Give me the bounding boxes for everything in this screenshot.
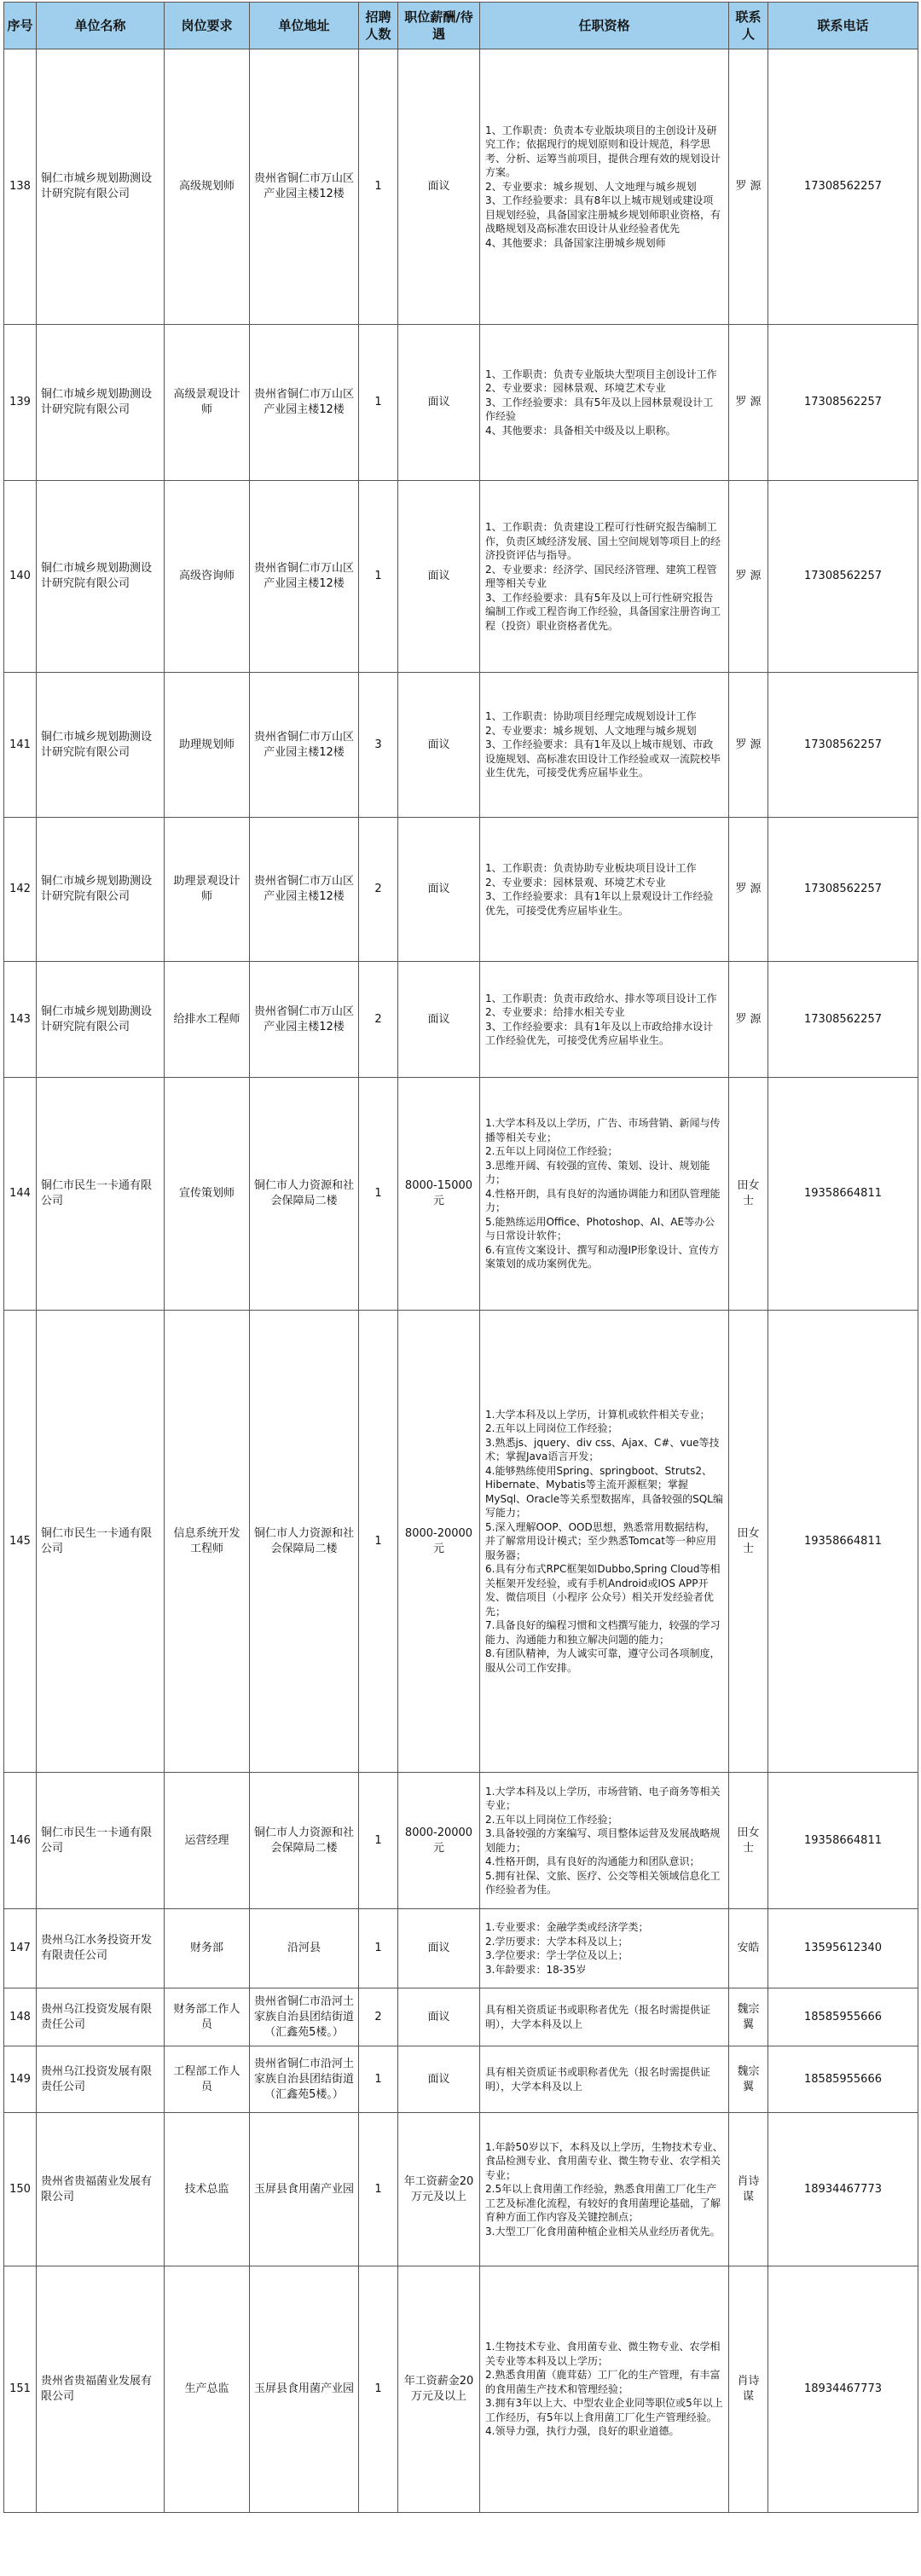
row-seq: 151 xyxy=(4,2266,37,2513)
row-unit: 铜仁市城乡规划勘测设计研究院有限公司 xyxy=(37,673,165,818)
row-seq: 141 xyxy=(4,673,37,818)
qualification-line: 3、工作经验要求：具有1年及以上城市规划、市政设施规划、高标准农田设计工作经验或双一流院校毕业生优先，可接受优秀应届毕业生。 xyxy=(485,738,721,779)
row-qualification xyxy=(480,673,729,818)
table-row xyxy=(4,962,918,1078)
row-qualification xyxy=(480,962,729,1078)
row-qualification xyxy=(480,1988,729,2046)
row-unit: 铜仁市民生一卡通有限公司 xyxy=(37,1311,165,1773)
qualification-line: 4、其他要求：具备相关中级及以上职称。 xyxy=(485,424,676,437)
job-table xyxy=(3,2,918,2513)
qualification-line: 2.学历要求：大学本科及以上； xyxy=(485,1935,628,1948)
qualification-line: 1、工作职责：负责专业版块大型项目主创设计工作 xyxy=(485,368,717,380)
row-qualification xyxy=(480,2046,729,2113)
row-address: 沿河县 xyxy=(250,1909,359,1988)
row-contact: 罗 源 xyxy=(729,481,768,673)
row-phone: 17308562257 xyxy=(768,818,918,962)
row-qualification xyxy=(480,1311,729,1773)
header-seq: 序号 xyxy=(4,3,37,49)
row-salary: 8000-20000元 xyxy=(398,1773,480,1909)
row-seq: 139 xyxy=(4,325,37,481)
row-position: 助理景观设计师 xyxy=(165,818,250,962)
qualification-line: 3.年龄要求：18-35岁 xyxy=(485,1963,587,1976)
row-unit: 铜仁市城乡规划勘测设计研究院有限公司 xyxy=(37,962,165,1078)
qualification-line: 2、专业要求：园林景观、环境艺术专业 xyxy=(485,876,666,889)
row-salary: 面议 xyxy=(398,325,480,481)
row-salary: 面议 xyxy=(398,1988,480,2046)
row-phone: 17308562257 xyxy=(768,325,918,481)
row-count: 1 xyxy=(359,325,398,481)
row-count: 1 xyxy=(359,1311,398,1773)
row-salary: 8000-20000元 xyxy=(398,1311,480,1773)
row-position: 高级咨询师 xyxy=(165,481,250,673)
qualification-line: 1、工作职责：负责协助专业板块项目设计工作 xyxy=(485,862,697,874)
row-salary: 年工资薪金20万元及以上 xyxy=(398,2266,480,2513)
row-salary: 面议 xyxy=(398,49,480,325)
row-seq: 147 xyxy=(4,1909,37,1988)
qualification-line: 4、其他要求：具备国家注册城乡规划师 xyxy=(485,236,666,249)
row-phone: 17308562257 xyxy=(768,962,918,1078)
qualification-line: 3.学位要求：学士学位及以上； xyxy=(485,1949,628,1961)
qualification-line: 2、专业要求：给排水相关专业 xyxy=(485,1006,625,1018)
qualification-line: 3.大型工厂化食用菌种植企业相关从业经历者优先。 xyxy=(485,2225,721,2237)
header-address: 单位地址 xyxy=(250,3,359,49)
row-address: 玉屏县食用菌产业园 xyxy=(250,2113,359,2266)
qualification-line: 2、专业要求：城乡规划、人文地理与城乡规划 xyxy=(485,724,697,737)
row-contact: 田女士 xyxy=(729,1078,768,1311)
row-salary: 年工资薪金20万元及以上 xyxy=(398,2113,480,2266)
row-phone: 19358664811 xyxy=(768,1773,918,1909)
row-position: 财务部 xyxy=(165,1909,250,1988)
row-contact: 罗 源 xyxy=(729,818,768,962)
row-count: 1 xyxy=(359,481,398,673)
table-row xyxy=(4,2266,918,2513)
row-position: 运营经理 xyxy=(165,1773,250,1909)
row-salary: 面议 xyxy=(398,962,480,1078)
qualification-line: 5.能熟练运用Office、Photoshop、AI、AE等办公与日常设计软件； xyxy=(485,1215,715,1242)
row-salary: 面议 xyxy=(398,481,480,673)
qualification-line: 具有相关资质证书或职称者优先（报名时需提供证明），大学本科及以上 xyxy=(485,2004,711,2030)
row-phone: 17308562257 xyxy=(768,481,918,673)
header-salary: 职位薪酬/待遇 xyxy=(398,3,480,49)
row-salary: 8000-15000元 xyxy=(398,1078,480,1311)
row-unit: 铜仁市城乡规划勘测设计研究院有限公司 xyxy=(37,818,165,962)
row-seq: 146 xyxy=(4,1773,37,1909)
table-row xyxy=(4,818,918,962)
row-contact: 罗 源 xyxy=(729,49,768,325)
qualification-line: 1.生物技术专业、食用菌专业、微生物专业、农学相关专业等本科及以上学历； xyxy=(485,2341,721,2367)
row-qualification xyxy=(480,49,729,325)
row-phone: 17308562257 xyxy=(768,673,918,818)
row-unit: 贵州乌江水务投资开发有限责任公司 xyxy=(37,1909,165,1988)
qualification-line: 3.熟悉js、jquery、div css、Ajax、C#、vue等技术；掌握Java语言开发； xyxy=(485,1436,720,1463)
qualification-line: 2.5年以上食用菌工作经验，熟悉食用菌工厂化生产工艺及标准化流程，有较好的食用菌理论基础，了解育种方面工作内容及关键控制点； xyxy=(485,2183,721,2224)
row-unit: 贵州省贵福菌业发展有限公司 xyxy=(37,2113,165,2266)
qualification-line: 3、工作经验要求：具有5年及以上园林景观设计工作经验 xyxy=(485,396,714,423)
row-count: 2 xyxy=(359,818,398,962)
table-row xyxy=(4,325,918,481)
row-phone: 18934467773 xyxy=(768,2113,918,2266)
row-position: 高级规划师 xyxy=(165,49,250,325)
row-contact: 肖诗谋 xyxy=(729,2266,768,2513)
table-row xyxy=(4,673,918,818)
row-address: 贵州省铜仁市万山区产业园主楼12楼 xyxy=(250,481,359,673)
row-salary: 面议 xyxy=(398,2046,480,2113)
qualification-line: 5.拥有社保、文旅、医疗、公交等相关领域信息化工作经验者为佳。 xyxy=(485,1869,721,1896)
table-row xyxy=(4,481,918,673)
row-count: 1 xyxy=(359,49,398,325)
row-contact: 安皓 xyxy=(729,1909,768,1988)
row-count: 2 xyxy=(359,962,398,1078)
row-seq: 138 xyxy=(4,49,37,325)
qualification-line: 4.性格开朗，具有良好的沟通协调能力和团队管理能力； xyxy=(485,1187,721,1214)
qualification-line: 2.熟悉食用菌（鹿茸菇）工厂化的生产管理，有丰富的食用菌生产技术和管理经验； xyxy=(485,2369,721,2395)
qualification-line: 1.大学本科及以上学历，计算机或软件相关专业； xyxy=(485,1408,710,1421)
qualification-line: 1、工作职责：负责市政给水、排水等项目设计工作 xyxy=(485,992,717,1004)
row-contact: 田女士 xyxy=(729,1311,768,1773)
row-seq: 149 xyxy=(4,2046,37,2113)
row-contact: 魏宗翼 xyxy=(729,1988,768,2046)
row-count: 3 xyxy=(359,673,398,818)
row-address: 贵州省铜仁市万山区产业园主楼12楼 xyxy=(250,673,359,818)
row-qualification xyxy=(480,325,729,481)
table-row xyxy=(4,1078,918,1311)
header-unit: 单位名称 xyxy=(37,3,165,49)
qualification-line: 6.有宣传文案设计、撰写和动漫IP形象设计、宣传方案策划的成功案例优先。 xyxy=(485,1243,720,1271)
row-address: 铜仁市人力资源和社会保障局二楼 xyxy=(250,1311,359,1773)
table-header-row xyxy=(4,3,918,49)
row-contact: 田女士 xyxy=(729,1773,768,1909)
row-qualification xyxy=(480,2113,729,2266)
row-unit: 贵州乌江投资发展有限责任公司 xyxy=(37,2046,165,2113)
row-address: 贵州省铜仁市万山区产业园主楼12楼 xyxy=(250,818,359,962)
row-contact: 罗 源 xyxy=(729,673,768,818)
qualification-line: 1、工作职责：协助项目经理完成规划设计工作 xyxy=(485,710,697,723)
qualification-line: 1.年龄50岁以下，本科及以上学历，生物技术专业、食品检测专业、食用菌专业、微生物专业、农学相关专业； xyxy=(485,2140,723,2181)
row-salary: 面议 xyxy=(398,1909,480,1988)
qualification-line: 3.思维开阔、有较强的宣传、策划、设计、规划能力； xyxy=(485,1159,710,1186)
row-position: 高级景观设计师 xyxy=(165,325,250,481)
header-contact: 联系人 xyxy=(729,3,768,49)
table-row xyxy=(4,1311,918,1773)
row-seq: 145 xyxy=(4,1311,37,1773)
row-unit: 铜仁市城乡规划勘测设计研究院有限公司 xyxy=(37,49,165,325)
row-address: 玉屏县食用菌产业园 xyxy=(250,2266,359,2513)
row-qualification xyxy=(480,1078,729,1311)
qualification-line: 8.有团队精神，为人诚实可靠，遵守公司各项制度，服从公司工作安排。 xyxy=(485,1647,721,1674)
qualification-line: 3、工作经验要求：具有1年及以上市政给排水设计工作经验优先，可接受优秀应届毕业生。 xyxy=(485,1020,714,1046)
row-seq: 140 xyxy=(4,481,37,673)
row-seq: 144 xyxy=(4,1078,37,1311)
qualification-line: 2、专业要求：经济学、国民经济管理、建筑工程管理等相关专业 xyxy=(485,563,717,589)
header-qualification: 任职资格 xyxy=(480,3,729,49)
qualification-line: 7.具备良好的编程习惯和文档撰写能力，较强的学习能力、沟通能力和独立解决问题的能力； xyxy=(485,1619,721,1646)
row-qualification xyxy=(480,1773,729,1909)
row-phone: 18585955666 xyxy=(768,2046,918,2113)
table-row xyxy=(4,1773,918,1909)
row-position: 生产总监 xyxy=(165,2266,250,2513)
row-address: 贵州省铜仁市万山区产业园主楼12楼 xyxy=(250,49,359,325)
row-qualification xyxy=(480,2266,729,2513)
row-seq: 148 xyxy=(4,1988,37,2046)
header-position: 岗位要求 xyxy=(165,3,250,49)
table-row xyxy=(4,49,918,325)
qualification-line: 2.五年以上同岗位工作经验； xyxy=(485,1145,618,1158)
qualification-line: 4.领导力强，执行力强，良好的职业道德。 xyxy=(485,2425,680,2438)
qualification-line: 5.深入理解OOP、OOD思想，熟悉常用数据结构，并了解常用设计模式；至少熟悉Tomcat等一种应用服务器； xyxy=(485,1520,716,1561)
row-position: 财务部工作人员 xyxy=(165,1988,250,2046)
row-position: 工程部工作人员 xyxy=(165,2046,250,2113)
qualification-line: 4.能够熟练使用Spring、springboot、Struts2、Hibernate、Mybatis等主流开源框架；掌握MySql、Oracle等关系型数据库，具备较强的SQL编写能力； xyxy=(485,1464,723,1520)
row-seq: 150 xyxy=(4,2113,37,2266)
qualification-line: 1、工作职责：负责建设工程可行性研究报告编制工作，负责区域经济发展、国土空间规划等项目上的经济投资评估与指导。 xyxy=(485,521,721,561)
row-address: 贵州省铜仁市万山区产业园主楼12楼 xyxy=(250,325,359,481)
qualification-line: 3、工作经验要求：具有8年以上城市规划或建设项目规划经验，具备国家注册城乡规划师职业资格，有战略规划及高标准农田设计从业经验者优先 xyxy=(485,194,721,235)
row-salary: 面议 xyxy=(398,818,480,962)
row-count: 1 xyxy=(359,1909,398,1988)
qualification-line: 3.拥有3年以上大、中型农业企业同等职位或5年以上工作经历，有5年以上食用菌工厂化生产管理经验。 xyxy=(485,2397,723,2423)
row-position: 给排水工程师 xyxy=(165,962,250,1078)
qualification-line: 3、工作经验要求：具有5年及以上可行性研究报告编制工作或工程咨询工作经验，具备国家注册咨询工程（投资）职业资格者优先。 xyxy=(485,591,721,632)
row-contact: 魏宗翼 xyxy=(729,2046,768,2113)
row-position: 信息系统开发工程师 xyxy=(165,1311,250,1773)
row-qualification xyxy=(480,481,729,673)
row-unit: 铜仁市民生一卡通有限公司 xyxy=(37,1773,165,1909)
table-row xyxy=(4,1988,918,2046)
row-unit: 铜仁市城乡规划勘测设计研究院有限公司 xyxy=(37,481,165,673)
qualification-line: 2.五年以上同岗位工作经验； xyxy=(485,1813,618,1826)
row-address: 贵州省铜仁市万山区产业园主楼12楼 xyxy=(250,962,359,1078)
qualification-line: 1.专业要求：金融学类或经济学类； xyxy=(485,1921,649,1933)
qualification-line: 1.大学本科及以上学历，市场营销、电子商务等相关专业； xyxy=(485,1785,721,1811)
qualification-line: 2、专业要求：城乡规划、人文地理与城乡规划 xyxy=(485,180,697,193)
header-phone: 联系电话 xyxy=(768,3,918,49)
row-phone: 19358664811 xyxy=(768,1078,918,1311)
row-count: 1 xyxy=(359,2046,398,2113)
row-count: 1 xyxy=(359,1078,398,1311)
row-phone: 17308562257 xyxy=(768,49,918,325)
table-row xyxy=(4,2113,918,2266)
qualification-line: 3.具备较强的方案编写、项目整体运营及发展战略规划能力； xyxy=(485,1827,721,1854)
row-contact: 罗 源 xyxy=(729,962,768,1078)
row-phone: 19358664811 xyxy=(768,1311,918,1773)
row-unit: 铜仁市城乡规划勘测设计研究院有限公司 xyxy=(37,325,165,481)
row-qualification xyxy=(480,818,729,962)
qualification-line: 2.五年以上同岗位工作经验； xyxy=(485,1422,618,1435)
row-unit: 贵州乌江投资发展有限责任公司 xyxy=(37,1988,165,2046)
row-contact: 罗 源 xyxy=(729,325,768,481)
row-position: 技术总监 xyxy=(165,2113,250,2266)
table-row xyxy=(4,1909,918,1988)
row-address: 贵州省铜仁市沿河土家族自治县团结街道（汇鑫苑5楼。） xyxy=(250,1988,359,2046)
table-row xyxy=(4,2046,918,2113)
row-qualification xyxy=(480,1909,729,1988)
row-address: 贵州省铜仁市沿河土家族自治县团结街道（汇鑫苑5楼。） xyxy=(250,2046,359,2113)
row-address: 铜仁市人力资源和社会保障局二楼 xyxy=(250,1078,359,1311)
row-address: 铜仁市人力资源和社会保障局二楼 xyxy=(250,1773,359,1909)
row-position: 宣传策划师 xyxy=(165,1078,250,1311)
qualification-line: 2、专业要求：园林景观、环境艺术专业 xyxy=(485,382,666,395)
row-phone: 18934467773 xyxy=(768,2266,918,2513)
row-phone: 13595612340 xyxy=(768,1909,918,1988)
row-position: 助理规划师 xyxy=(165,673,250,818)
row-seq: 143 xyxy=(4,962,37,1078)
row-unit: 铜仁市民生一卡通有限公司 xyxy=(37,1078,165,1311)
row-unit: 贵州省贵福菌业发展有限公司 xyxy=(37,2266,165,2513)
row-salary: 面议 xyxy=(398,673,480,818)
qualification-line: 6.具有分布式RPC框架如Dubbo,Spring Cloud等相关框架开发经验，或有手机Android或IOS APP开发、微信项目（小程序 公众号）相关开发经验者优先； xyxy=(485,1563,721,1618)
header-count: 招聘人数 xyxy=(359,3,398,49)
row-count: 2 xyxy=(359,1988,398,2046)
qualification-line: 4.性格开朗，具有良好的沟通能力和团队意识； xyxy=(485,1855,700,1867)
row-count: 1 xyxy=(359,2266,398,2513)
row-count: 1 xyxy=(359,2113,398,2266)
row-contact: 肖诗谋 xyxy=(729,2113,768,2266)
row-count: 1 xyxy=(359,1773,398,1909)
qualification-line: 具有相关资质证书或职称者优先（报名时需提供证明），大学本科及以上 xyxy=(485,2066,711,2093)
row-phone: 18585955666 xyxy=(768,1988,918,2046)
qualification-line: 1.大学本科及以上学历，广告、市场营销、新闻与传播等相关专业； xyxy=(485,1117,721,1143)
qualification-line: 1、工作职责：负责本专业版块项目的主创设计及研究工作；依据现行的规划原则和设计规范，科学思考、分析、运筹当前项目，提供合理有效的规划设计方案。 xyxy=(485,124,721,179)
qualification-line: 3、工作经验要求：具有1年以上景观设计工作经验优先，可接受优秀应届毕业生。 xyxy=(485,890,714,917)
row-seq: 142 xyxy=(4,818,37,962)
